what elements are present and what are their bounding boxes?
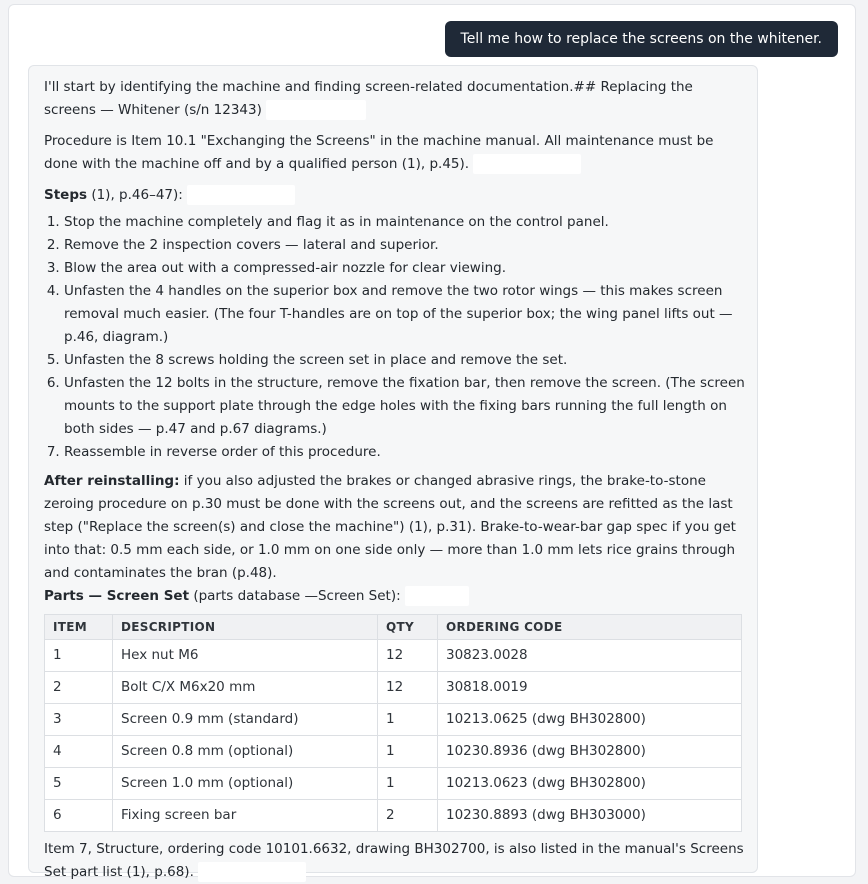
steps-list bbox=[44, 211, 745, 464]
cell-item: 6 bbox=[45, 800, 113, 832]
cell-ordering-code: 10230.8893 (dwg BH303000) bbox=[438, 800, 742, 832]
table-row bbox=[45, 736, 742, 768]
step-item: 6. Unfasten the 12 bolts in the structure, remove the fixation bar, then remove the screen. (The screen mounts to the support plate through the edge holes with the fixing bars running the full length on both sides — p.47 and p.67 diagrams.) bbox=[64, 372, 745, 441]
parts-heading: Parts — Screen Set (parts database —Screen Set): bbox=[44, 585, 745, 608]
cell-qty: 12 bbox=[378, 640, 438, 672]
cell-qty: 1 bbox=[378, 704, 438, 736]
table-row bbox=[45, 640, 742, 672]
cell-item: 3 bbox=[45, 704, 113, 736]
step-item: 2. Remove the 2 inspection covers — lateral and superior. bbox=[64, 234, 745, 257]
step-item: 1. Stop the machine completely and flag it as in maintenance on the control panel. bbox=[64, 211, 745, 234]
table-row bbox=[45, 672, 742, 704]
header-ordering-code: ORDERING CODE bbox=[438, 615, 742, 640]
citation-placeholder bbox=[266, 100, 366, 120]
cell-ordering-code: 30823.0028 bbox=[438, 640, 742, 672]
table-row bbox=[45, 800, 742, 832]
cell-ordering-code: 10213.0625 (dwg BH302800) bbox=[438, 704, 742, 736]
parts-table bbox=[44, 614, 742, 832]
step-item: 5. Unfasten the 8 screws holding the screen set in place and remove the set. bbox=[64, 349, 745, 372]
after-reinstall-note: After reinstalling: if you also adjusted the brakes or changed abrasive rings, the brake-to-stone zeroing procedure on p.30 must be done with the screens out, and the screens are refitted as the last step ("Replace the screen(s) and close the machine") (1), p.31). Brake-to-wear-bar gap spec if you get into that: 0.5 mm each side, or 1.0 mm on one side only — more than 1.0 mm lets rice grains through and contaminates the bran (p.48). bbox=[44, 473, 736, 581]
step-item: 7. Reassemble in reverse order of this procedure. bbox=[64, 441, 745, 464]
user-message-bubble: Tell me how to replace the screens on the whitener. bbox=[445, 21, 838, 57]
assistant-reply bbox=[28, 65, 758, 880]
cell-ordering-code: 10213.0623 (dwg BH302800) bbox=[438, 768, 742, 800]
table-row bbox=[45, 768, 742, 800]
citation-placeholder bbox=[405, 586, 469, 606]
citation-placeholder bbox=[473, 154, 581, 174]
cell-description: Screen 0.8 mm (optional) bbox=[113, 736, 378, 768]
reply-intro: I'll start by identifying the machine and finding screen-related documentation.## Replacing the screens — Whitener (s/n 12343) bbox=[44, 79, 693, 118]
cell-item: 2 bbox=[45, 672, 113, 704]
cell-item: 4 bbox=[45, 736, 113, 768]
step-item: 4. Unfasten the 4 handles on the superior box and remove the two rotor wings — this makes screen removal much easier. (The four T-handles are on top of the superior box; the wing panel lifts out — p.46, diagram.) bbox=[64, 280, 745, 349]
cell-description: Screen 0.9 mm (standard) bbox=[113, 704, 378, 736]
cell-qty: 1 bbox=[378, 736, 438, 768]
cell-ordering-code: 30818.0019 bbox=[438, 672, 742, 704]
reply-procedure: Procedure is Item 10.1 "Exchanging the Screens" in the machine manual. All maintenance must be done with the machine off and by a qualified person (1), p.45). bbox=[44, 133, 714, 172]
table-row bbox=[45, 704, 742, 736]
citation-placeholder bbox=[187, 185, 295, 205]
cell-qty: 2 bbox=[378, 800, 438, 832]
table-header-row bbox=[45, 615, 742, 640]
header-item: ITEM bbox=[45, 615, 113, 640]
chat-window bbox=[8, 4, 856, 880]
reply-footer: Item 7, Structure, ordering code 10101.6632, drawing BH302700, is also listed in the manual's Screens Set part list (1), p.68). bbox=[44, 841, 744, 880]
citation-placeholder bbox=[198, 862, 306, 882]
cell-description: Bolt C/X M6x20 mm bbox=[113, 672, 378, 704]
cell-ordering-code: 10230.8936 (dwg BH302800) bbox=[438, 736, 742, 768]
cell-description: Hex nut M6 bbox=[113, 640, 378, 672]
header-description: DESCRIPTION bbox=[113, 615, 378, 640]
header-qty: QTY bbox=[378, 615, 438, 640]
step-item: 3. Blow the area out with a compressed-air nozzle for clear viewing. bbox=[64, 257, 745, 280]
cell-qty: 12 bbox=[378, 672, 438, 704]
cell-description: Fixing screen bar bbox=[113, 800, 378, 832]
cell-description: Screen 1.0 mm (optional) bbox=[113, 768, 378, 800]
cell-qty: 1 bbox=[378, 768, 438, 800]
steps-heading: Steps (1), p.46–47): bbox=[44, 184, 745, 207]
cell-item: 5 bbox=[45, 768, 113, 800]
cell-item: 1 bbox=[45, 640, 113, 672]
